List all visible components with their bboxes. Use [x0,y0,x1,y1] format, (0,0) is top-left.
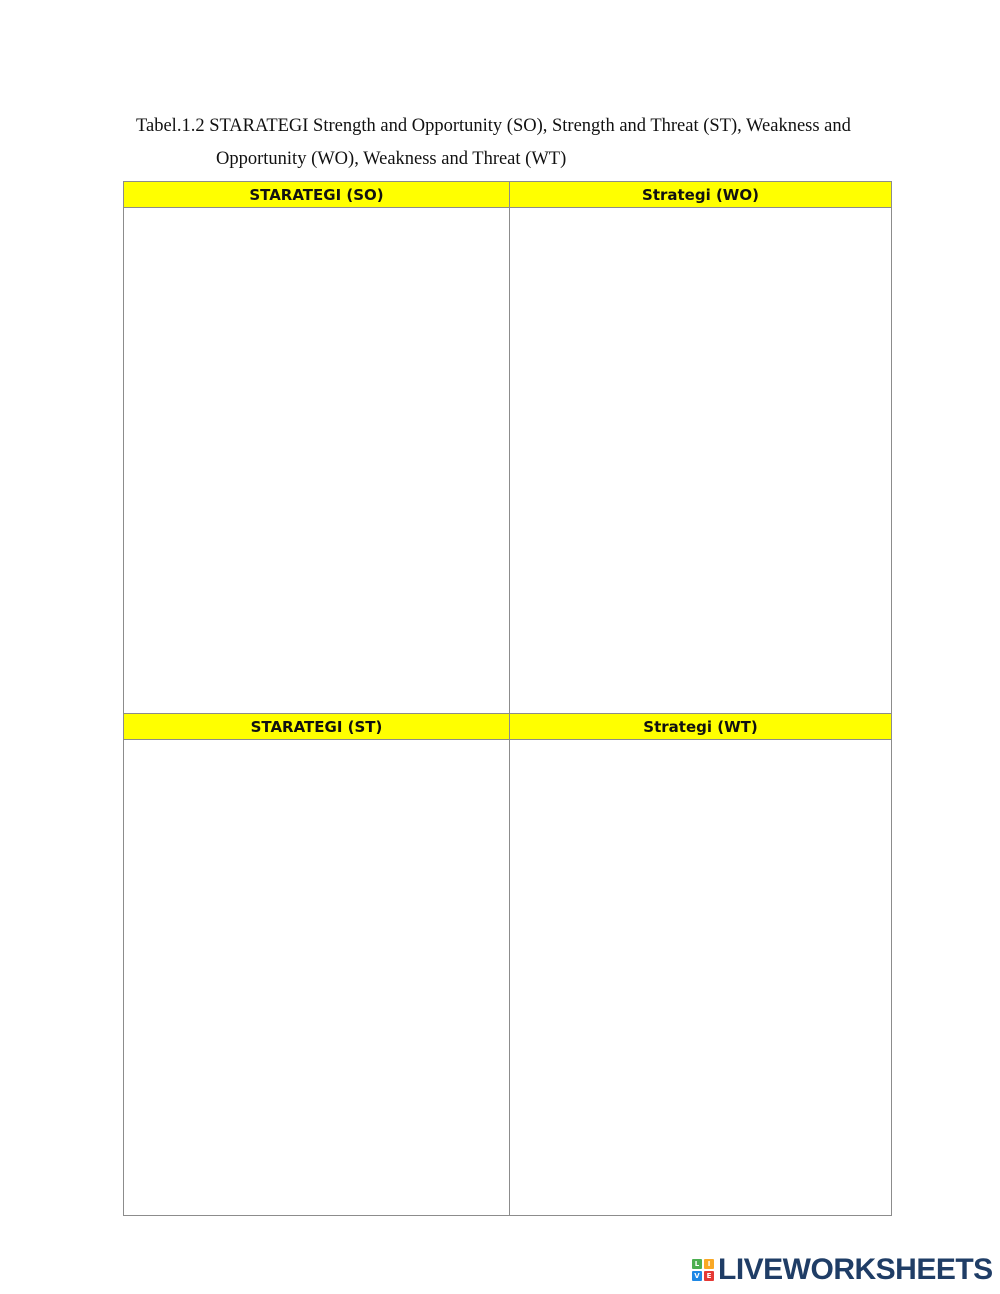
header-so: STARATEGI (SO) [124,182,510,208]
cell-so-content[interactable] [124,208,510,714]
cell-st-content[interactable] [124,740,510,1216]
caption-line-1: Tabel.1.2 STARATEGI Strength and Opportunity (SO), Strength and Threat (ST), Weakness and [136,116,851,136]
cell-wo-content[interactable] [510,208,892,714]
brand-wordmark: LIVEWORKSHEETS [718,1253,993,1286]
logo-tile-i: I [704,1259,714,1269]
logo-tile-l: L [692,1259,702,1269]
cell-wt-content[interactable] [510,740,892,1216]
header-st: STARATEGI (ST) [124,714,510,740]
liveworksheets-brand [692,1255,993,1285]
caption-line-2: Opportunity (WO), Weakness and Threat (WT) [216,149,567,169]
swot-strategy-table [123,181,892,1216]
logo-tile-v: V [692,1271,702,1281]
body-row-top [124,208,892,714]
body-row-bottom [124,740,892,1216]
logo-tile-e: E [704,1271,714,1281]
header-row-bottom [124,714,892,740]
liveworksheets-logo-icon [692,1259,714,1281]
table-caption [136,110,916,176]
header-wo: Strategi (WO) [510,182,892,208]
header-row-top [124,182,892,208]
header-wt: Strategi (WT) [510,714,892,740]
